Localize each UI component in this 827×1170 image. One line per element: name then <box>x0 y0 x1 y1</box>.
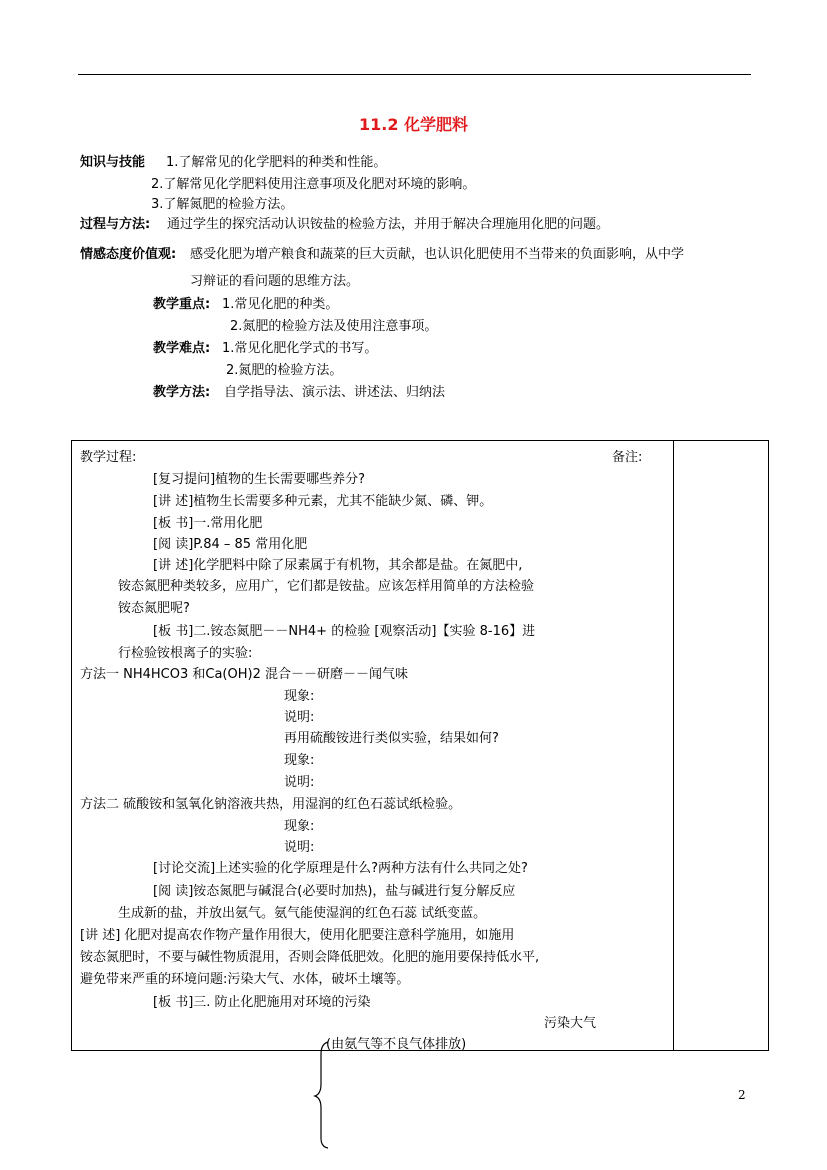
line-8: [板 书]二.铵态氮肥－－NH4+ 的检验 [观察活动]【实验 8-16】进 <box>153 624 536 639</box>
line-24: 避免带来严重的环境问题:污染大气、水体，破坏土壤等。 <box>80 972 410 987</box>
line-17: 现象: <box>284 819 315 834</box>
line-12: 说明: <box>284 710 315 725</box>
emotion-label-colon: : <box>171 247 177 262</box>
line-19: [讨论交流]上述实验的化学原理是什么?两种方法有什么共同之处? <box>153 861 528 876</box>
difficult-item-2: 2.氮肥的检验方法。 <box>226 363 343 378</box>
line-14: 现象: <box>284 753 315 768</box>
method-text: 自学指导法、演示法、讲述法、归纳法 <box>224 385 446 400</box>
page-number: 2 <box>738 1088 746 1102</box>
line-21: 生成新的盐，并放出氨气。氨气能使湿润的红色石蕊 试纸变蓝。 <box>118 906 487 921</box>
line-7: 铵态氮肥呢? <box>118 601 190 616</box>
key-item-2: 2.氮肥的检验方法及使用注意事项。 <box>230 319 438 334</box>
knowledge-label: 知识与技能 <box>80 155 146 170</box>
below-table-text: (由氨气等不良气体排放) <box>326 1037 467 1052</box>
line-10: 方法一 NH4HCO3 和Ca(OH)2 混合－－研磨－－闻气味 <box>80 667 408 682</box>
curly-brace-icon <box>312 1040 332 1150</box>
emotion-label <box>80 243 176 262</box>
table-divider <box>673 441 674 1050</box>
lesson-table <box>71 440 769 1051</box>
emotion-line-2: 习辩证的看问题的思维方法。 <box>190 274 360 289</box>
line-2: [讲 述]植物生长需要多种元素，尤其不能缺少氮、磷、钾。 <box>153 494 493 509</box>
emotion-label-text: 情感态度价值观 <box>80 247 172 262</box>
key-item-1: 1.常见化肥的种类。 <box>222 297 339 312</box>
line-9: 行检验铵根离子的实验: <box>118 646 253 661</box>
line-11: 现象: <box>284 689 315 704</box>
line-18: 说明: <box>284 840 315 855</box>
line-1: [复习提问]植物的生长需要哪些养分? <box>153 472 366 487</box>
key-label: 教学重点: <box>153 297 211 312</box>
method-label: 教学方法: <box>153 385 211 400</box>
line-13: 再用硫酸铵进行类似实验，结果如何? <box>284 731 499 746</box>
process-label: 过程与方法: <box>80 217 151 232</box>
line-3: [板 书]一.常用化肥 <box>153 516 263 531</box>
line-5: [讲 述]化学肥料中除了尿素属于有机物，其余都是盐。在氮肥中, <box>153 558 523 573</box>
process-text: 通过学生的探究活动认识铵盐的检验方法，并用于解决合理施用化肥的问题。 <box>167 217 610 232</box>
knowledge-item-1: 1.了解常见的化学肥料的种类和性能。 <box>166 155 387 170</box>
line-6: 铵态氮肥种类较多，应用广，它们都是铵盐。应该怎样用简单的方法检验 <box>118 579 535 594</box>
emotion-line-1: 感受化肥为增产粮食和蔬菜的巨大贡献，也认识化肥使用不当带来的负面影响，从中学 <box>190 247 685 262</box>
line-26: 污染大气 <box>544 1016 597 1031</box>
line-25: [板 书]三. 防止化肥施用对环境的污染 <box>153 995 371 1010</box>
line-16: 方法二 硫酸铵和氢氧化钠溶液共热，用湿润的红色石蕊试纸检验。 <box>80 797 462 812</box>
notes-header: 备注: <box>612 450 643 465</box>
knowledge-item-2: 2.了解常见化学肥料使用注意事项及化肥对环境的影响。 <box>151 177 476 192</box>
difficult-item-1: 1.常见化肥化学式的书写。 <box>222 341 378 356</box>
line-20: [阅 读]铵态氮肥与碱混合(必要时加热)，盐与碱进行复分解反应 <box>153 884 516 899</box>
line-15: 说明: <box>284 775 315 790</box>
difficult-label: 教学难点: <box>153 341 211 356</box>
knowledge-item-3: 3.了解氮肥的检验方法。 <box>151 197 294 212</box>
line-22: [讲 述] 化肥对提高农作物产量作用很大，使用化肥要注意科学施用，如施用 <box>80 928 515 943</box>
page-title: 11.2 化学肥料 <box>358 115 469 134</box>
line-4: [阅 读]P.84 – 85 常用化肥 <box>153 537 308 552</box>
line-23: 铵态氮肥时，不要与碱性物质混用，否则会降低肥效。化肥的施用要保持低水平, <box>80 950 540 965</box>
process-header: 教学过程: <box>80 450 137 465</box>
header-rule <box>78 74 751 75</box>
